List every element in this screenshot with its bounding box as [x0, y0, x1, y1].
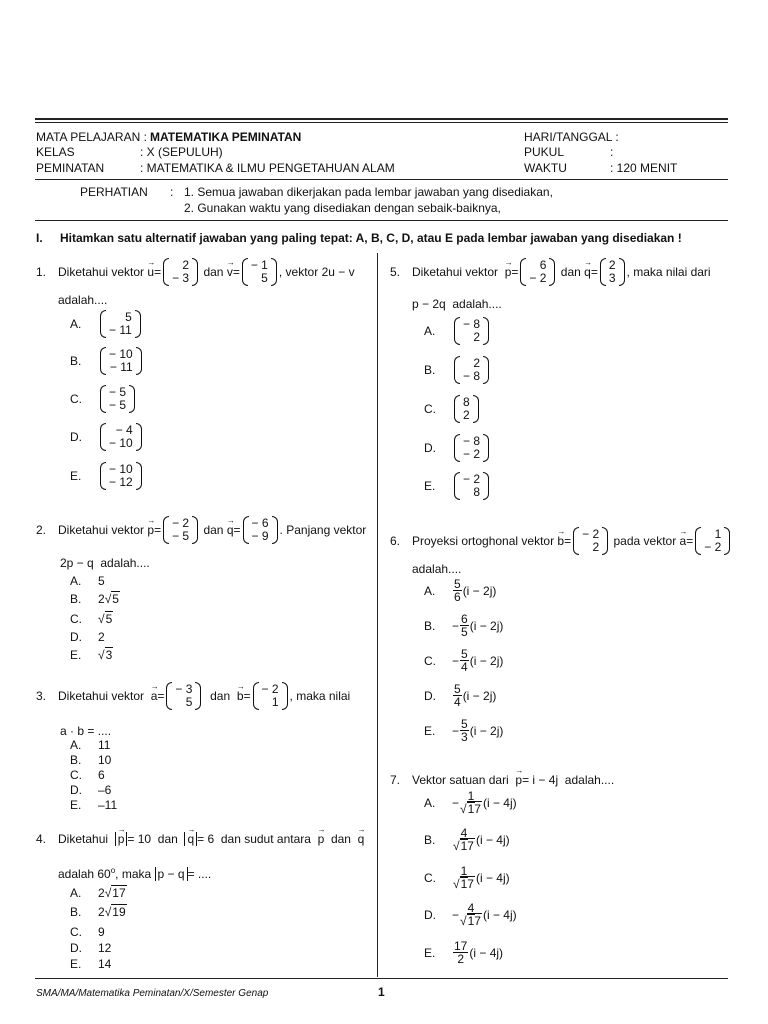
paren-right — [136, 423, 142, 451]
option-coefficient: 2 — [98, 905, 105, 919]
stem-text: , vektor — [278, 265, 319, 279]
option-label: C. — [424, 653, 436, 668]
fraction — [453, 578, 462, 603]
option-label: A. — [70, 574, 82, 588]
denominator — [457, 953, 464, 965]
option-label: C. — [70, 612, 82, 626]
question-number: 4. — [36, 832, 47, 846]
section-title: Hitamkan satu alternatif jawaban yang paling tepat: A, B, C, D, atau E pada lembar jawaban yang disediakan ! — [60, 231, 682, 245]
column-vector-v: − 1 5 — [242, 258, 277, 286]
option-expression: (i − 2j) — [469, 618, 504, 633]
header-top-rule — [35, 118, 728, 120]
denominator — [461, 731, 468, 743]
vector-component: − 10 — [109, 347, 133, 361]
vector-component: − 8 — [463, 317, 481, 331]
option-label: B. — [70, 753, 82, 767]
option-expression: (i − 4j) — [475, 870, 510, 885]
denominator — [453, 840, 475, 852]
square-root: √17 — [460, 914, 481, 928]
answer-option[interactable] — [70, 347, 144, 375]
option-value: 9 — [98, 925, 105, 939]
pukul-colon: : — [610, 145, 614, 159]
question-stem — [412, 526, 732, 556]
radicand: 5 — [112, 592, 119, 606]
option-label: B. — [70, 905, 82, 919]
option-label: E. — [70, 469, 82, 483]
option-sign: − — [452, 723, 460, 738]
stem-text: dan — [203, 523, 224, 537]
column-vector-u: 2 − 3 — [163, 258, 198, 286]
equals: = — [243, 689, 251, 703]
option-label: B. — [424, 832, 436, 847]
numerator-value: 17 — [454, 939, 468, 953]
equals: = — [564, 534, 572, 548]
waktu-value: : 120 MENIT — [610, 161, 678, 175]
denominator-value: 6 — [454, 590, 461, 604]
stem-text: Diketahui vektor — [58, 523, 145, 537]
square-root: √17 — [460, 802, 481, 816]
vector-v: → v — [227, 265, 233, 279]
vector-component: − 5 — [109, 385, 127, 399]
answer-option[interactable] — [70, 768, 105, 782]
radicand: 19 — [112, 905, 126, 919]
option-value: 12 — [98, 941, 112, 955]
vector-components — [460, 318, 483, 344]
question-stem: Vektor satuan dari → p= i − 4j adalah.... — [412, 773, 614, 787]
radicand: 17 — [460, 877, 474, 891]
numerator-value: 4 — [460, 826, 468, 840]
vector-component: − 11 — [109, 360, 133, 374]
vector-component: 8 — [473, 485, 481, 499]
denominator-value: 4 — [461, 660, 468, 674]
column-vector-b: − 2 2 — [573, 527, 608, 555]
vector-component: − 4 — [115, 423, 133, 437]
option-sign: − — [452, 795, 460, 810]
answer-option[interactable] — [70, 738, 110, 752]
page-number: 1 — [378, 985, 385, 999]
denominator — [454, 696, 461, 708]
option-value: 10 — [98, 753, 112, 767]
option-expression: (i − 2j) — [462, 688, 497, 703]
option-label: C. — [70, 768, 82, 782]
paren-right — [483, 434, 489, 462]
question-number: 6. — [390, 534, 401, 548]
vector-u: → u — [147, 265, 154, 279]
column-vector — [100, 310, 141, 338]
question-number: 2. — [36, 523, 47, 537]
vector-components — [460, 396, 473, 422]
option-label: D. — [70, 941, 82, 955]
column-vector — [100, 385, 135, 413]
column-vector — [454, 434, 489, 462]
answer-option[interactable] — [70, 423, 144, 451]
stem-text: dan — [203, 265, 224, 279]
stem-text: Proyeksi ortoghonal vektor — [412, 534, 555, 548]
paren-right — [483, 356, 489, 384]
pukul-label: PUKUL — [524, 145, 565, 159]
stem-text: Diketahui vektor — [412, 265, 499, 279]
answer-option[interactable] — [70, 886, 127, 900]
question-number: 3. — [36, 689, 47, 703]
vector-b: → b — [237, 689, 244, 703]
column-vector — [100, 347, 142, 375]
stem-expression: 2u − v — [321, 265, 355, 279]
option-coefficient: 2 — [98, 592, 105, 606]
fraction — [460, 648, 469, 673]
option-expression: (i − 4j) — [482, 795, 517, 810]
answer-option[interactable] — [424, 718, 503, 743]
stem-expression: a · b = .... — [60, 724, 112, 738]
fraction — [453, 827, 475, 852]
option-value: –6 — [98, 783, 112, 797]
option-value: 6 — [98, 768, 105, 782]
option-label: D. — [70, 783, 82, 797]
vector-component: 2 — [473, 330, 481, 344]
mapel-value: MATEMATIKA PEMINATAN — [150, 130, 302, 144]
answer-option[interactable] — [70, 925, 105, 939]
option-label: D. — [424, 441, 436, 455]
option-label: E. — [424, 945, 436, 960]
numerator-value: 1 — [467, 789, 475, 803]
square-root: √17 — [104, 886, 126, 900]
vector-component: 5 — [125, 310, 132, 324]
denominator — [453, 878, 475, 890]
equals: = — [154, 523, 162, 537]
answer-option[interactable] — [424, 827, 510, 852]
stem-text: adalah.... — [412, 562, 462, 576]
option-label: C. — [424, 870, 436, 885]
stem-text: Diketahui vektor — [58, 265, 145, 279]
numerator-value: 1 — [460, 864, 468, 878]
numerator-value: 5 — [461, 717, 468, 731]
answer-option[interactable] — [424, 356, 491, 384]
vector-component: − 2 — [463, 472, 481, 486]
vector-b: → b — [557, 534, 564, 548]
fraction — [460, 718, 469, 743]
vector-component: 8 — [463, 395, 470, 409]
column-vector-a: − 3 5 — [166, 682, 201, 710]
vector-component: − 11 — [109, 323, 132, 337]
option-value: 5 — [98, 574, 105, 588]
option-label: B. — [70, 592, 82, 606]
stem-text: Diketahui vektor — [58, 689, 145, 703]
option-label: D. — [70, 630, 82, 644]
option-label: A. — [424, 324, 436, 338]
answer-option[interactable] — [70, 957, 111, 971]
option-label: D. — [70, 430, 82, 444]
column-vector-q: − 6 − 9 — [243, 516, 278, 544]
paren-right — [483, 317, 489, 345]
column-divider — [377, 253, 378, 977]
option-label: E. — [424, 723, 436, 738]
option-value: 14 — [98, 957, 112, 971]
radicand: 17 — [467, 914, 481, 928]
square-root: √17 — [453, 877, 474, 891]
vector-components — [460, 435, 483, 461]
peminatan-label: PEMINATAN — [36, 161, 105, 175]
option-label: A. — [70, 317, 82, 331]
answer-option[interactable] — [70, 753, 111, 767]
option-label: B. — [424, 618, 436, 633]
vector-component: − 8 — [463, 369, 481, 383]
denominator — [461, 661, 468, 673]
question-stem — [58, 515, 366, 545]
stem-text: adalah.... — [58, 293, 108, 307]
option-expression: (i − 4j) — [482, 907, 517, 922]
vector-components — [106, 311, 135, 337]
peminatan-value: : MATEMATIKA & ILMU PENGETAHUAN ALAM — [140, 161, 395, 175]
vector-component: − 12 — [109, 475, 133, 489]
denominator-value: 4 — [454, 695, 461, 709]
denominator — [460, 915, 482, 927]
fraction — [453, 683, 462, 708]
answer-option[interactable] — [424, 317, 491, 345]
square-root: √17 — [453, 839, 474, 853]
option-label: B. — [70, 354, 82, 368]
numerator-value: 5 — [454, 682, 461, 696]
answer-option[interactable] — [424, 395, 481, 423]
vector-components — [460, 473, 483, 499]
option-expression: (i − 4j) — [469, 945, 504, 960]
radicand: 17 — [112, 886, 126, 900]
numerator-value: 5 — [454, 577, 461, 591]
question-stem: Diketahui → p = 10 dan → q = 6 dan sudut antara → p dan → q — [58, 832, 364, 846]
answer-option[interactable] — [70, 612, 113, 626]
option-expression: (i − 4j) — [475, 832, 510, 847]
option-label: E. — [70, 798, 82, 812]
kelas-label: KELAS — [36, 145, 75, 159]
header-top-rule-thin — [35, 122, 728, 123]
column-vector-b: − 2 1 — [253, 682, 288, 710]
question-number: 5. — [390, 265, 401, 279]
column-vector — [454, 356, 489, 384]
column-vector — [454, 472, 489, 500]
paren-right — [136, 462, 142, 490]
vector-a: → a — [680, 534, 687, 548]
answer-option[interactable] — [424, 648, 503, 673]
question-number: 1. — [36, 265, 47, 279]
square-root: √3 — [98, 648, 113, 662]
equals: = — [511, 265, 519, 279]
option-label: D. — [424, 688, 436, 703]
answer-option[interactable] — [70, 630, 105, 644]
equals: = — [686, 534, 694, 548]
option-sign: − — [452, 618, 460, 633]
answer-option[interactable] — [70, 648, 113, 662]
perhatian-colon: : — [170, 185, 174, 199]
vector-components — [106, 463, 136, 489]
equals: = — [154, 265, 162, 279]
answer-option[interactable] — [70, 798, 117, 812]
waktu-label: WAKTU — [524, 161, 567, 175]
stem-text: dan — [560, 265, 581, 279]
vector-component: − 5 — [109, 398, 127, 412]
vector-component: 2 — [463, 408, 470, 422]
denominator — [454, 591, 461, 603]
denominator-value: 2 — [457, 952, 465, 966]
stem-text: pada vektor — [613, 534, 677, 548]
equals: = — [233, 523, 241, 537]
vector-components — [460, 357, 483, 383]
option-label: D. — [424, 907, 436, 922]
answer-option[interactable] — [70, 462, 144, 490]
vector-q: → q — [227, 523, 234, 537]
vector-component: − 10 — [109, 462, 133, 476]
paren-right — [473, 395, 479, 423]
instruction-item: 2. Gunakan waktu yang disediakan dengan sebaik-baiknya, — [184, 201, 501, 215]
header-bottom-rule — [35, 179, 728, 180]
option-label: C. — [70, 925, 82, 939]
option-label: C. — [70, 392, 82, 406]
column-vector-p: 6 − 2 — [520, 258, 555, 286]
vector-components — [106, 424, 136, 450]
fraction — [453, 940, 468, 965]
column-vector-a: 1 − 2 — [695, 527, 730, 555]
answer-option[interactable] — [424, 902, 517, 927]
answer-option[interactable] — [70, 574, 105, 588]
answer-option[interactable] — [424, 434, 491, 462]
vector-components — [106, 386, 129, 412]
option-label: E. — [70, 648, 82, 662]
question-stem-line2: adalah 60$^o$, maka p − q = .... — [58, 866, 212, 881]
paren-right — [483, 472, 489, 500]
radicand: 5 — [105, 612, 113, 626]
option-value: 11 — [98, 738, 111, 752]
vector-component: − 10 — [109, 436, 133, 450]
stem-text: . Panjang vektor — [279, 523, 367, 537]
answer-option[interactable] — [70, 592, 120, 606]
option-label: A. — [424, 795, 436, 810]
vector-component: − 8 — [463, 434, 481, 448]
question-number: 7. — [390, 773, 401, 787]
paren-right — [135, 310, 141, 338]
answer-option[interactable] — [70, 310, 143, 338]
column-vector-p: − 2 − 5 — [163, 516, 198, 544]
fraction — [453, 865, 475, 890]
column-vector — [454, 395, 479, 423]
option-label: B. — [424, 363, 436, 377]
paren-right — [129, 385, 135, 413]
answer-option[interactable] — [424, 613, 503, 638]
column-vector-q: 2 3 — [600, 258, 625, 286]
equals: = — [590, 265, 598, 279]
stem-expression: p − 2q adalah.... — [412, 297, 502, 311]
answer-option[interactable] — [424, 865, 510, 890]
kelas-value: : X (SEPULUH) — [140, 145, 223, 159]
answer-option[interactable] — [424, 940, 503, 965]
option-sign: − — [452, 907, 460, 922]
fraction — [460, 902, 482, 927]
square-root: √5 — [104, 592, 119, 606]
option-label: E. — [70, 957, 82, 971]
option-label: A. — [424, 583, 436, 598]
stem-text: dan — [210, 689, 231, 703]
answer-option[interactable] — [424, 683, 496, 708]
radicand: 17 — [467, 802, 481, 816]
question-stem — [412, 257, 711, 287]
square-root: √19 — [104, 905, 126, 919]
perhatian-label: PERHATIAN — [80, 185, 148, 199]
fraction — [460, 613, 469, 638]
option-value: –11 — [98, 798, 118, 812]
option-expression: (i − 2j) — [469, 653, 504, 668]
numerator-value: 5 — [461, 647, 468, 661]
option-label: E. — [424, 479, 436, 493]
denominator — [461, 626, 468, 638]
radicand: 17 — [460, 839, 474, 853]
denominator-value: 5 — [461, 625, 468, 639]
option-label: A. — [70, 738, 82, 752]
footer-rule — [35, 978, 728, 979]
paren-right — [136, 347, 142, 375]
numerator-value: 4 — [467, 901, 475, 915]
section-number: I. — [36, 231, 43, 245]
fraction — [460, 790, 482, 815]
answer-option[interactable] — [424, 472, 491, 500]
column-vector — [100, 423, 142, 451]
answer-option[interactable] — [70, 941, 111, 955]
denominator — [460, 803, 482, 815]
answer-option[interactable] — [70, 783, 111, 797]
option-label: C. — [424, 402, 436, 416]
question-stem — [58, 681, 350, 711]
denominator-value: 3 — [461, 730, 468, 744]
option-sign: − — [452, 653, 460, 668]
option-label: A. — [70, 886, 82, 900]
square-root: √5 — [98, 612, 113, 626]
vector-a: → a — [151, 689, 158, 703]
hari-label: HARI/TANGGAL : — [524, 130, 619, 144]
footer-text: SMA/MA/Matematika Peminatan/X/Semester Genap — [36, 988, 269, 999]
mapel-label: MATA PELAJARAN : — [36, 130, 147, 144]
stem-expression: 2p − q adalah.... — [60, 556, 150, 570]
instructions-bottom-rule — [35, 220, 728, 221]
vector-components — [106, 348, 136, 374]
vector-component: − 2 — [463, 447, 481, 461]
option-value: 2 — [98, 630, 105, 644]
radicand: 3 — [105, 648, 113, 662]
answer-option[interactable] — [424, 790, 517, 815]
vector-p: → p — [505, 265, 512, 279]
equals: = — [157, 689, 165, 703]
vector-p: → p — [147, 523, 154, 537]
answer-option[interactable] — [70, 385, 137, 413]
stem-text: , maka nilai dari — [626, 265, 711, 279]
option-expression: (i − 2j) — [469, 723, 504, 738]
answer-option[interactable] — [424, 578, 496, 603]
vector-component: 2 — [473, 356, 481, 370]
numerator-value: 6 — [461, 612, 468, 626]
question-stem — [58, 257, 355, 287]
column-vector — [100, 462, 142, 490]
option-coefficient: 2 — [98, 886, 105, 900]
vector-q: → q — [584, 265, 591, 279]
stem-text: , maka nilai — [289, 689, 351, 703]
equals: = — [232, 265, 240, 279]
answer-option[interactable] — [70, 905, 127, 919]
column-vector — [454, 317, 489, 345]
instruction-item: 1. Semua jawaban dikerjakan pada lembar jawaban yang disediakan, — [184, 185, 553, 199]
option-expression: (i − 2j) — [462, 583, 497, 598]
